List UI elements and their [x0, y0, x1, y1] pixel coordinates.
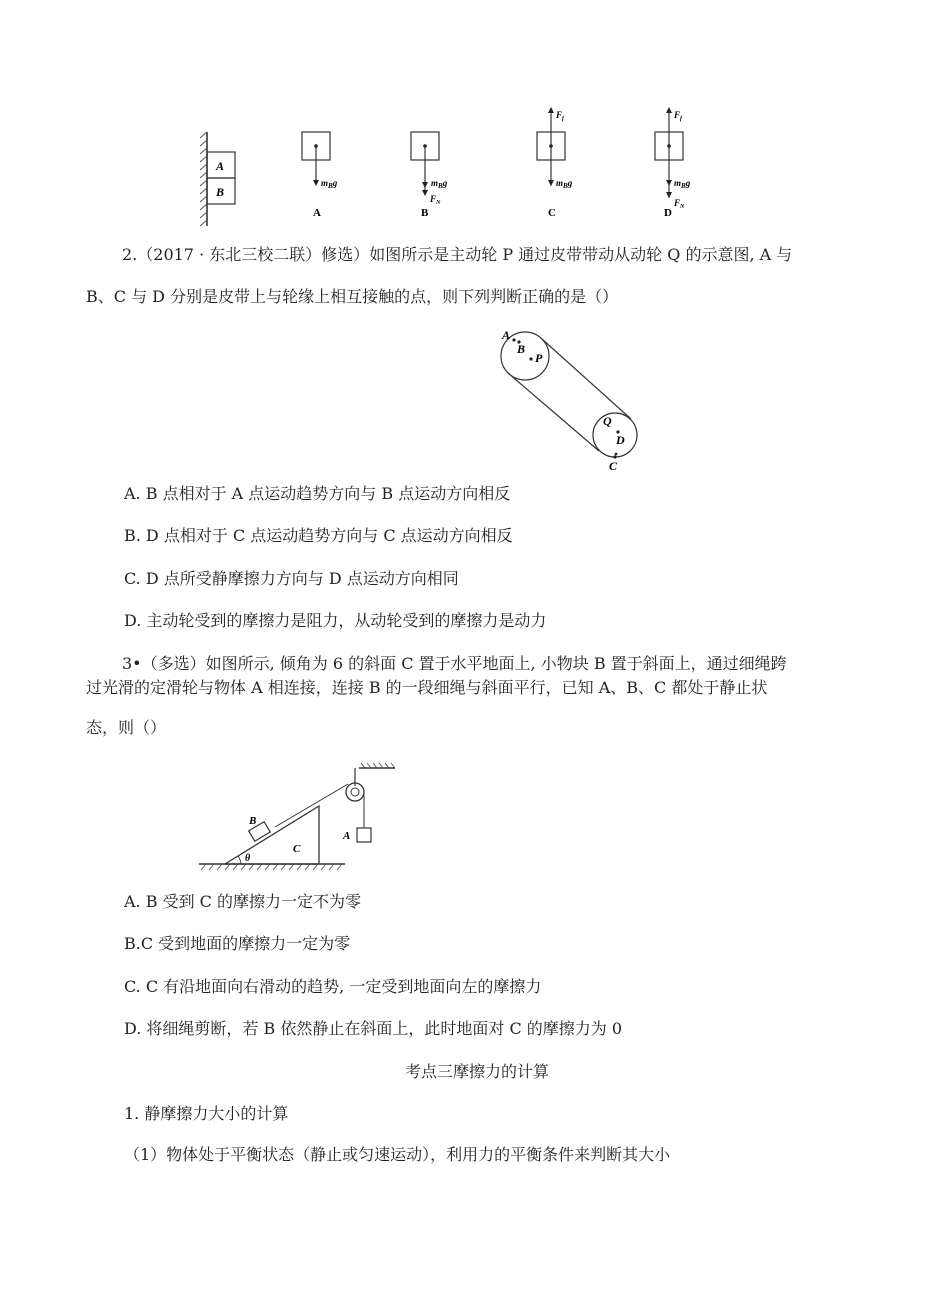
option-c-label: C — [548, 207, 556, 219]
point-a-label: A — [502, 328, 511, 342]
svg-text:mBg: $m_Bg$ — [674, 178, 691, 190]
force-option-c — [537, 107, 573, 219]
angle-theta-label: θ — [245, 853, 251, 864]
point-c-label: C — [609, 459, 618, 472]
question-3-option-d: D. 将细绳剪断，若 B 依然静止在斜面上，此时地面对 C 的摩擦力为 0 — [124, 1019, 623, 1038]
force-option-d — [655, 107, 691, 219]
belt-pulley-diagram — [495, 322, 655, 472]
svg-text:mBg: $m_Bg$ — [321, 178, 338, 190]
section-item-1: 1. 静摩擦力大小的计算 — [124, 1104, 289, 1123]
incline-pulley-diagram — [195, 760, 395, 878]
point-p-label: P — [535, 351, 543, 365]
question-3-line-3: 态，则（） — [86, 718, 167, 737]
block-b-label: B — [249, 815, 257, 827]
option-d-label: D — [664, 207, 672, 219]
svg-text:mBg: $m_Bg$ — [556, 178, 573, 190]
block-b-label: B — [216, 185, 225, 199]
point-d-label: D — [616, 433, 625, 447]
option-b-label: B — [421, 207, 429, 219]
question-2-option-a: A. B 点相对于 A 点运动趋势方向与 B 点运动方向相反 — [124, 484, 511, 503]
question-2-line-2: B、C 与 D 分别是皮带上与轮缘上相互接触的点，则下列判断正确的是（） — [86, 287, 619, 306]
question-2-line-1: 2.（2017 · 东北三校二联）修选）如图所示是主动轮 P 通过皮带带动从动轮 Q 的示意图, A 与 — [122, 245, 793, 264]
question-2-option-d: D. 主动轮受到的摩擦力是阻力，从动轮受到的摩擦力是动力 — [124, 611, 547, 630]
wall-with-blocks — [200, 132, 235, 226]
force-diagram-figure — [190, 100, 710, 230]
incline-c-label: C — [293, 843, 301, 855]
question-3-option-b: B.C 受到地面的摩擦力一定为零 — [124, 934, 351, 953]
point-b-label: B — [517, 342, 526, 356]
section-item-1-sub: （1）物体处于平衡状态（静止或匀速运动），利用力的平衡条件来判断其大小 — [124, 1145, 671, 1164]
block-a-label: A — [216, 159, 225, 173]
question-3-option-a: A. B 受到 C 的摩擦力一定不为零 — [124, 892, 361, 911]
question-2-option-b: B. D 点相对于 C 点运动趋势方向与 C 点运动方向相反 — [124, 526, 513, 545]
block-a-label: A — [343, 830, 351, 842]
question-3-line-1: 3•（多选）如图所示, 倾角为 6 的斜面 C 置于水平地面上, 小物块 B 置于斜面上，通过细绳跨 — [122, 654, 787, 673]
section-title: 考点三摩擦力的计算 — [405, 1062, 550, 1081]
svg-text:FN: $F_N$ — [674, 198, 685, 210]
point-q-label: Q — [603, 414, 612, 428]
question-3-option-c: C. C 有沿地面向右滑动的趋势, 一定受到地面向左的摩擦力 — [124, 977, 542, 996]
svg-text:Ff: $F_f$ — [556, 110, 565, 122]
force-option-b — [411, 132, 448, 219]
force-option-a — [302, 132, 338, 219]
question-3-line-2: 过光滑的定滑轮与物体 A 相连接，连接 B 的一段细绳与斜面平行，已知 A、B、C 都处于静止状 — [86, 678, 768, 697]
svg-text:FN: $F_N$ — [430, 194, 441, 206]
option-a-label: A — [313, 207, 321, 219]
svg-text:mBg: $m_Bg$ — [431, 178, 448, 190]
question-2-option-c: C. D 点所受静摩擦力方向与 D 点运动方向相同 — [124, 569, 459, 588]
svg-text:Ff: $F_f$ — [674, 110, 683, 122]
